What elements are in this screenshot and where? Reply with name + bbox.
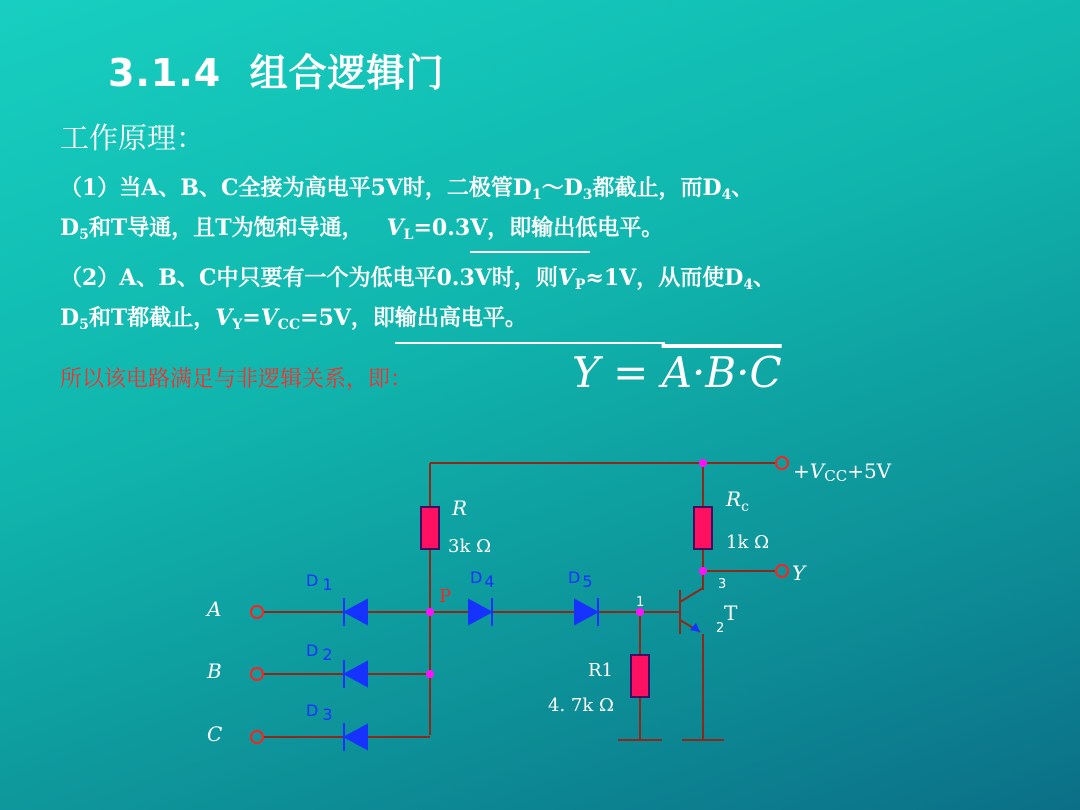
conclusion-text: 所以该电路满足与非逻辑关系，即： bbox=[60, 367, 413, 392]
vcc-label: +VCC+5V bbox=[793, 459, 892, 485]
d2-label: D 2 bbox=[306, 641, 333, 664]
a-label: A bbox=[207, 597, 222, 621]
formula-rhs: A·B·C bbox=[661, 348, 782, 397]
d1-label: D 1 bbox=[306, 571, 333, 594]
section-title: 组合逻辑门 bbox=[249, 51, 445, 95]
p-node-label: P bbox=[439, 586, 452, 607]
paragraph-1-line-2: $D_5$和T导通，且T为饱和导通， $V_L=0.3V$，即输出低电平。 bbox=[60, 215, 664, 243]
b-label: B bbox=[207, 659, 222, 683]
paragraph-1-line-1: （1）当A、B、C全接为高电平5V时，二极管$D_1\sim D_3$都截止，而$D_4$、 bbox=[60, 175, 754, 203]
terminal-y-icon bbox=[776, 565, 788, 577]
y-label: Y bbox=[792, 561, 806, 585]
resistor-r bbox=[421, 507, 439, 549]
terminal-c-icon bbox=[251, 731, 263, 743]
diode-d3-icon bbox=[344, 723, 367, 751]
diode-d2-icon bbox=[344, 660, 367, 688]
resistor-r1 bbox=[631, 655, 649, 697]
d4-label: D 4 bbox=[470, 568, 495, 591]
pin-2-label: 2 bbox=[716, 621, 725, 636]
paragraph-2-line-1: （2）A、B、C中只要有一个为低电平0.3V时，则$V_P\approx 1V$，从而使$D_4$、 bbox=[60, 265, 776, 293]
diode-d4-icon bbox=[469, 598, 492, 626]
section-number: 3.1.4 bbox=[108, 51, 222, 95]
paragraph-2-line-2: $D_5$和T都截止，$V_Y=V_{CC}=5V$，即输出高电平。 bbox=[60, 305, 527, 333]
working-principle-label: 工作原理： bbox=[60, 121, 206, 155]
terminals bbox=[251, 457, 788, 743]
r1-value: 4. 7k Ω bbox=[548, 695, 614, 716]
terminal-a-icon bbox=[251, 606, 263, 618]
formula-lhs: Y = bbox=[572, 348, 662, 397]
wires bbox=[263, 463, 776, 740]
resistor-rc bbox=[694, 507, 712, 549]
d3-label: D 3 bbox=[306, 701, 333, 724]
r-value: 3k Ω bbox=[448, 536, 492, 557]
transistor-label: T bbox=[724, 601, 738, 625]
rc-label: $R_c$ bbox=[726, 487, 749, 515]
junction-nodes bbox=[426, 459, 707, 678]
diode-d1-icon bbox=[344, 598, 367, 626]
rc-value: 1k Ω bbox=[726, 532, 770, 553]
diode-d5-icon bbox=[575, 598, 598, 626]
r1-label: R1 bbox=[588, 660, 614, 681]
pin-1-label: 1 bbox=[636, 595, 645, 610]
c-label: C bbox=[207, 722, 223, 746]
terminal-vcc-icon bbox=[776, 457, 788, 469]
d5-label: D 5 bbox=[568, 568, 593, 591]
terminal-b-icon bbox=[251, 668, 263, 680]
r-label: R bbox=[452, 496, 468, 520]
pin-3-label: 3 bbox=[718, 577, 727, 592]
